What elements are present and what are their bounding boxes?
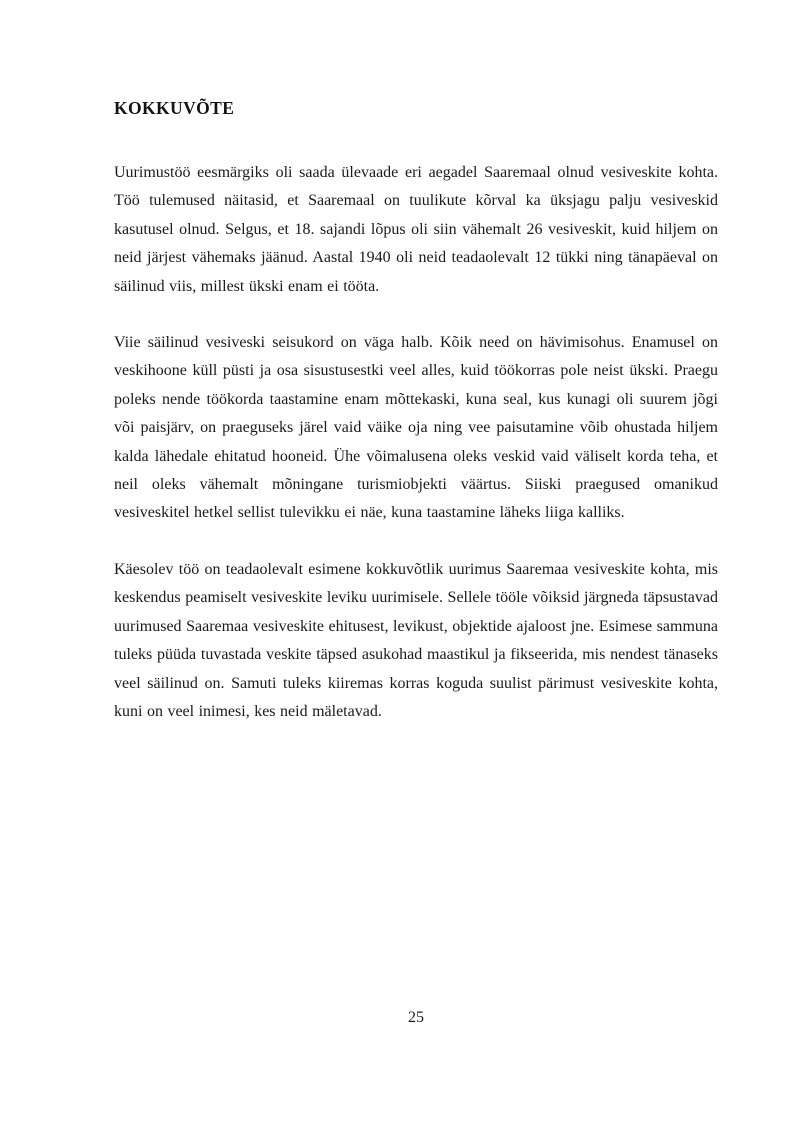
page-content bbox=[114, 97, 718, 754]
paragraph-mill-condition: Viie säilinud vesiveski seisukord on väga halb. Kõik need on hävimisohus. Enamusel on veskihoone küll püsti ja osa sisustusestki veel alles, kuid töökorras pole neist ükski. Praegu poleks nende töökorda taastamine enam mõttekaski, kuna seal, kus kunagi oli suurem jõgi või paisjärv, on praeguseks järel vaid väike oja ning vee paisutamine võib ohustada hiljem kalda lähedale ehitatud hooneid. Ühe võimalusena oleks veskid vaid väliselt korda teha, et neil oleks vähemalt mõningane turismiobjekti väärtus. Siiski praegused omanikud vesiveskitel hetkel sellist tulevikku ei näe, kuna taastamine läheks liiga kalliks. bbox=[114, 334, 718, 522]
paragraph-research-overview: Uurimustöö eesmärgiks oli saada ülevaade eri aegadel Saaremaal olnud vesiveskite kohta. Töö tulemused näitasid, et Saaremaal on tuulikute kõrval ka üksjagu palju vesiveskid kasutusel olnud. Selgus, et 18. sajandi lõpus oli siin vähemalt 26 vesiveskit, kuid hiljem on neid järjest vähemaks jäänud. Aastal 1940 oli neid teadaolevalt 12 tükki ning tänapäeval on säilinud viis, millest ükski enam ei tööta. bbox=[114, 164, 718, 295]
page-title: KOKKUVÕTE bbox=[114, 98, 235, 118]
paragraph-future-research: Käesolev töö on teadaolevalt esimene kokkuvõtlik uurimus Saaremaa vesiveskite kohta, mis keskendus peamiselt vesiveskite leviku uurimisele. Sellele tööle võiksid järgneda täpsustavad uurimused Saaremaa vesiveskite ehitusest, levikust, objektide ajaloost jne. Esimese sammuna tuleks püüda tuvastada veskite täpsed asukohad maastikul ja fikseerida, mis nendest tänaseks veel säilinud on. Samuti tuleks kiiremas korras koguda suulist pärimust vesiveskite kohta, kuni on veel inimesi, kes neid mäletavad. bbox=[114, 560, 718, 720]
page-number: 25 bbox=[408, 1009, 424, 1026]
